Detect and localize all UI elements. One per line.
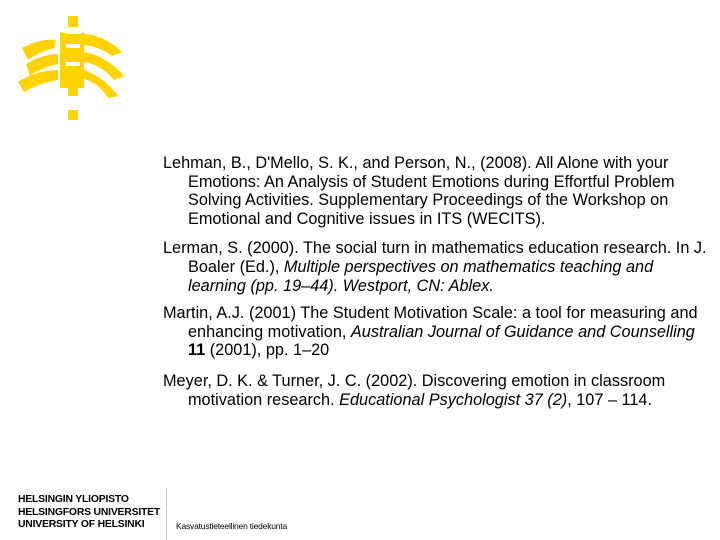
university-name: [18, 494, 160, 532]
reference-list: [163, 154, 708, 419]
reference-item: [163, 372, 708, 409]
footer-divider: [166, 488, 167, 540]
university-name-english: UNIVERSITY OF HELSINKI: [18, 519, 145, 530]
reference-text-part: Meyer, D. K. & Turner, J. C. (2002). Discovering emotion in classroom motivation research.: [163, 371, 666, 409]
reference-item: [163, 304, 708, 360]
reference-text-part: Educational Psychologist 37 (2): [339, 390, 568, 409]
reference-text-part: 11: [188, 341, 206, 360]
reference-text-part: (2001), pp. 1–20: [205, 341, 330, 360]
reference-text-part: Martin, A.J. (2001) The Student Motivation Scale: a tool for measuring and enhancing motivation,: [163, 304, 698, 341]
reference-text-part: Australian Journal of Guidance and Counselling: [350, 322, 695, 341]
reference-text-part: Lerman, S. (2000). The social turn in mathematics education research. In J. Boaler (Ed.),: [163, 239, 707, 276]
reference-text-part: Lehman, B., D'Mello, S. K., and Person, N., (2008). All Alone with your Emotions: An Analysis of Student Emotions during Effortful Problem Solving Activities. Supplementary Proceedings of the Workshop on Emotional and Cognitive issues in ITS (WECITS).: [163, 154, 675, 228]
university-flame-logo-icon: [14, 12, 130, 124]
reference-item: [163, 239, 708, 295]
reference-text-part: , 107 – 114.: [567, 390, 652, 409]
university-name-swedish: HELSINGFORS UNIVERSITET: [18, 506, 161, 518]
university-name-finnish: HELSINGIN YLIOPISTO: [18, 494, 129, 505]
reference-text-part: Multiple perspectives on mathematics teaching and learning (pp. 19–44). Westport, CN: Ablex.: [188, 257, 654, 295]
faculty-name: Kasvatustieteellinen tiedekunta: [176, 521, 287, 531]
reference-item: [163, 154, 708, 228]
